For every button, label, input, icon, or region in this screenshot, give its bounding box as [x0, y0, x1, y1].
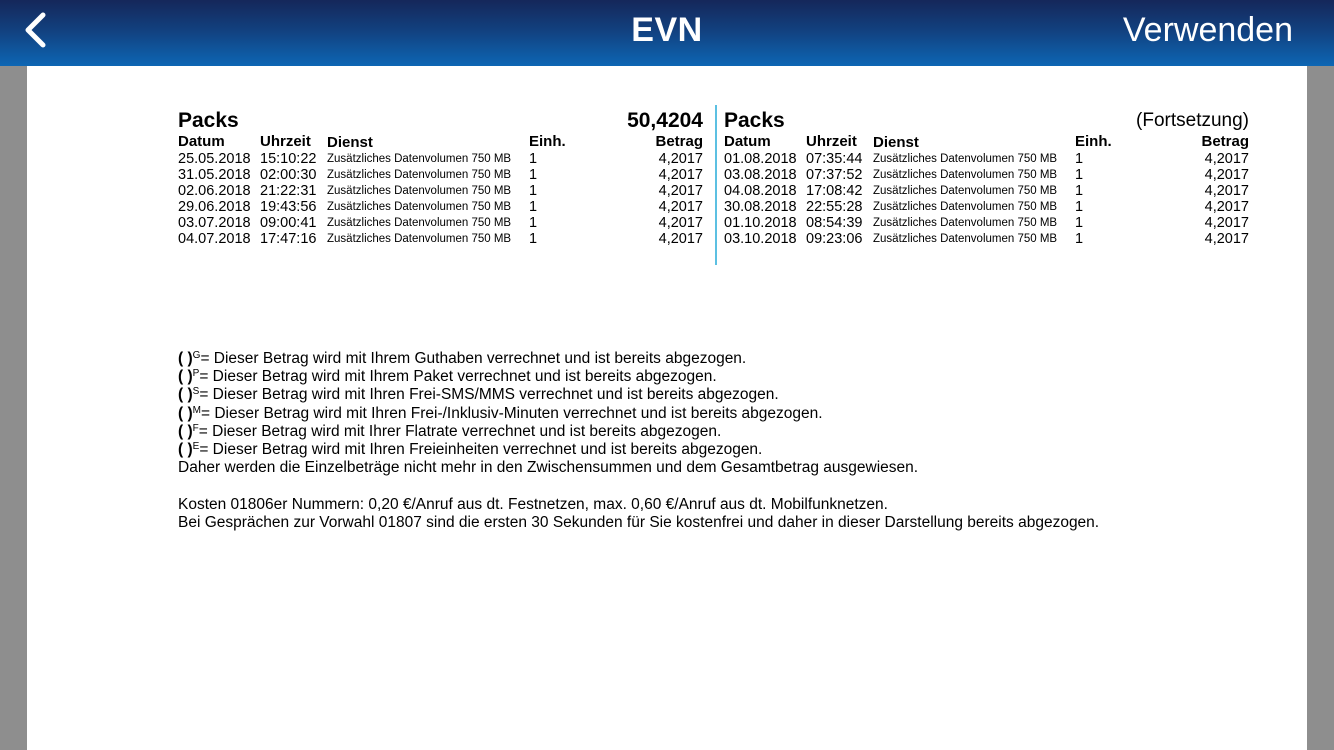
table-row	[178, 151, 703, 167]
row-time: 09:00:41	[260, 215, 317, 231]
table-row	[724, 215, 1249, 231]
footnote-close: )	[187, 368, 193, 386]
table-body	[724, 151, 1249, 247]
row-date: 01.10.2018	[724, 215, 797, 231]
footnote-marker: P	[192, 368, 200, 380]
row-date: 04.07.2018	[178, 231, 251, 247]
table-row	[178, 231, 703, 247]
footnote-open: (	[178, 350, 184, 367]
row-date: 03.10.2018	[724, 231, 797, 247]
header-service: Dienst	[873, 134, 919, 151]
row-units: 1	[529, 231, 538, 247]
footnote-open: (	[178, 441, 184, 459]
row-date: 29.06.2018	[178, 199, 251, 215]
row-time: 21:22:31	[260, 183, 317, 199]
section-title: Packs	[724, 109, 785, 132]
row-time: 07:37:52	[806, 167, 863, 183]
row-service: Zusätzliches Datenvolumen 750 MB	[327, 185, 512, 197]
table-row	[178, 183, 703, 199]
row-units: 1	[1075, 215, 1084, 231]
section-title: Packs	[178, 109, 239, 132]
navigation-bar	[0, 0, 1334, 66]
row-service: Zusätzliches Datenvolumen 750 MB	[873, 185, 1058, 197]
table-row	[724, 183, 1249, 199]
row-date: 02.06.2018	[178, 183, 251, 199]
back-button[interactable]	[18, 10, 58, 54]
footnote-close: )	[187, 404, 193, 422]
packs-section-right	[724, 109, 1249, 247]
row-units: 1	[529, 215, 538, 231]
header-service: Dienst	[327, 134, 373, 151]
table-header	[724, 133, 1249, 151]
header-date: Datum	[724, 133, 771, 150]
page-title: EVN	[631, 11, 703, 49]
cost-line: Kosten 01806er Nummern: 0,20 €/Anruf aus dt. Festnetzen, max. 0,60 €/Anruf aus dt. Mobilfunknetzen.	[178, 496, 888, 513]
row-amount: 4,2017	[658, 151, 703, 167]
row-service: Zusätzliches Datenvolumen 750 MB	[327, 217, 512, 229]
row-amount: 4,2017	[658, 215, 703, 231]
row-amount: 4,2017	[1204, 231, 1249, 247]
footnote-open: (	[178, 368, 184, 386]
row-amount: 4,2017	[1204, 167, 1249, 183]
row-service: Zusätzliches Datenvolumen 750 MB	[873, 233, 1058, 245]
row-service: Zusätzliches Datenvolumen 750 MB	[873, 217, 1058, 229]
row-amount: 4,2017	[658, 231, 703, 247]
row-service: Zusätzliches Datenvolumen 750 MB	[327, 153, 512, 165]
row-date: 30.08.2018	[724, 199, 797, 215]
row-time: 08:54:39	[806, 215, 863, 231]
row-units: 1	[529, 167, 538, 183]
table-row	[724, 151, 1249, 167]
footnotes	[178, 350, 918, 477]
header-date: Datum	[178, 133, 225, 150]
row-date: 04.08.2018	[724, 183, 797, 199]
row-time: 17:08:42	[806, 183, 863, 199]
footnote-open: (	[178, 422, 184, 440]
chevron-left-icon	[18, 10, 58, 54]
row-service: Zusätzliches Datenvolumen 750 MB	[873, 169, 1058, 181]
table-row	[724, 231, 1249, 247]
footnote-text: = Dieser Betrag wird mit Ihrem Guthaben verrechnet und ist bereits abgezogen.	[200, 350, 747, 367]
header-units: Einh.	[529, 133, 566, 150]
footnote-line	[178, 386, 918, 404]
row-units: 1	[529, 151, 538, 167]
row-time: 19:43:56	[260, 199, 317, 215]
cost-info	[178, 496, 1099, 532]
column-divider	[715, 105, 717, 265]
header-time: Uhrzeit	[806, 133, 857, 150]
footnote-line	[178, 423, 918, 441]
cost-line: Bei Gesprächen zur Vorwahl 01807 sind die ersten 30 Sekunden für Sie kostenfrei und daher in dieser Darstellung bereits abgezogen.	[178, 514, 1100, 531]
row-time: 15:10:22	[260, 151, 317, 167]
row-service: Zusätzliches Datenvolumen 750 MB	[873, 153, 1058, 165]
row-amount: 4,2017	[1204, 183, 1249, 199]
row-service: Zusätzliches Datenvolumen 750 MB	[327, 201, 512, 213]
footnote-text: = Dieser Betrag wird mit Ihren Frei-/Inklusiv-Minuten verrechnet und ist bereits abgezogen.	[201, 404, 823, 422]
footnote-close: )	[187, 441, 193, 459]
footnote-text: = Dieser Betrag wird mit Ihrer Flatrate verrechnet und ist bereits abgezogen.	[198, 422, 722, 440]
use-button[interactable]: Verwenden	[1122, 11, 1293, 49]
header-units: Einh.	[1075, 133, 1112, 150]
table-row	[724, 199, 1249, 215]
row-amount: 4,2017	[658, 183, 703, 199]
row-date: 01.08.2018	[724, 151, 797, 167]
row-units: 1	[1075, 151, 1084, 167]
row-units: 1	[1075, 183, 1084, 199]
footnote-marker: M	[192, 404, 201, 416]
row-amount: 4,2017	[1204, 215, 1249, 231]
footnote-line	[178, 405, 918, 423]
footnote-close: )	[187, 350, 193, 367]
footnote-summary: Daher werden die Einzelbeträge nicht mehr in den Zwischensummen und dem Gesamtbetrag ausgewiesen.	[178, 459, 919, 477]
table-row	[724, 167, 1249, 183]
table-row	[178, 215, 703, 231]
row-units: 1	[1075, 199, 1084, 215]
row-time: 09:23:06	[806, 231, 863, 247]
row-amount: 4,2017	[658, 167, 703, 183]
footnote-close: )	[187, 386, 193, 404]
footnote-close: )	[187, 422, 193, 440]
footnote-marker: E	[192, 441, 200, 453]
table-row	[178, 167, 703, 183]
row-date: 03.08.2018	[724, 167, 797, 183]
row-time: 02:00:30	[260, 167, 317, 183]
footnote-marker: S	[192, 386, 200, 398]
footnote-open: (	[178, 386, 184, 404]
row-date: 25.05.2018	[178, 151, 251, 167]
header-amount: Betrag	[1201, 133, 1249, 150]
row-units: 1	[1075, 231, 1084, 247]
header-time: Uhrzeit	[260, 133, 311, 150]
row-date: 03.07.2018	[178, 215, 251, 231]
row-amount: 4,2017	[1204, 151, 1249, 167]
continuation-label: (Fortsetzung)	[1136, 110, 1249, 131]
row-date: 31.05.2018	[178, 167, 251, 183]
header-amount: Betrag	[655, 133, 703, 150]
footnote-marker: G	[192, 350, 201, 361]
footnote-line	[178, 350, 918, 368]
row-service: Zusätzliches Datenvolumen 750 MB	[327, 233, 512, 245]
section-total: 50,4204	[627, 109, 703, 132]
footnote-marker: F	[192, 422, 199, 434]
footnote-text: = Dieser Betrag wird mit Ihren Frei-SMS/MMS verrechnet und ist bereits abgezogen.	[199, 386, 779, 404]
footnote-text: = Dieser Betrag wird mit Ihrem Paket verrechnet und ist bereits abgezogen.	[199, 368, 717, 386]
row-time: 22:55:28	[806, 199, 863, 215]
row-amount: 4,2017	[658, 199, 703, 215]
packs-section-left	[178, 109, 703, 247]
table-header	[178, 133, 703, 151]
row-units: 1	[529, 183, 538, 199]
footnote-text: = Dieser Betrag wird mit Ihren Freieinheiten verrechnet und ist bereits abgezogen.	[199, 441, 763, 459]
footnote-line	[178, 368, 918, 386]
row-amount: 4,2017	[1204, 199, 1249, 215]
footnote-open: (	[178, 404, 184, 422]
footnote-line	[178, 441, 918, 459]
table-body	[178, 151, 703, 247]
row-time: 17:47:16	[260, 231, 317, 247]
row-units: 1	[1075, 167, 1084, 183]
row-service: Zusätzliches Datenvolumen 750 MB	[873, 201, 1058, 213]
row-units: 1	[529, 199, 538, 215]
table-row	[178, 199, 703, 215]
row-time: 07:35:44	[806, 151, 863, 167]
row-service: Zusätzliches Datenvolumen 750 MB	[327, 169, 512, 181]
